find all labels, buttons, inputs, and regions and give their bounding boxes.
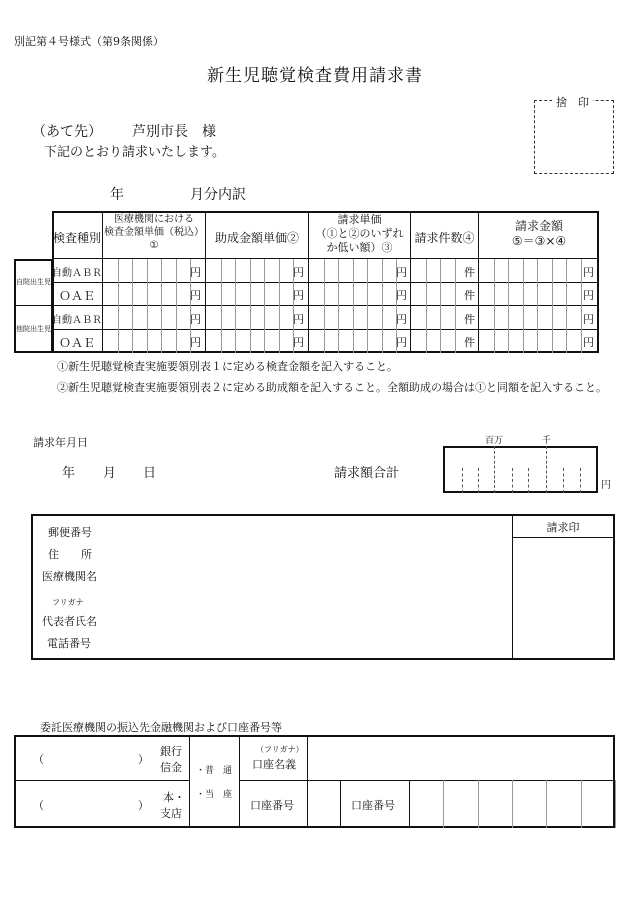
account-name-furigana: （フリガナ） xyxy=(256,745,304,754)
period-year-label: 年 xyxy=(110,187,124,203)
total-yen: 円 xyxy=(601,480,611,491)
total-digit-divider xyxy=(462,468,463,493)
account-digit-divider xyxy=(546,780,547,828)
row-type: ＯＡＥ xyxy=(58,289,95,303)
addressee: 芦別市長 様 xyxy=(132,124,216,140)
row-type: 自動ＡＢＲ xyxy=(52,315,102,326)
digit-divider xyxy=(440,259,441,353)
yen-unit: 円 xyxy=(190,313,201,326)
discard-stamp-box xyxy=(534,100,614,174)
bank-section-title: 委託医療機関の振込先金融機関および口座番号等 xyxy=(40,721,282,734)
page-title: 新生児聴覚検査費用請求書 xyxy=(207,66,423,86)
yen-unit: 円 xyxy=(583,289,594,302)
count-unit: 件 xyxy=(464,336,475,349)
intro-text: 下記のとおり請求いたします。 xyxy=(44,145,225,160)
header-count: 請求件数④ xyxy=(414,231,475,245)
date-day-label: 日 xyxy=(143,466,157,481)
institution-label: 医療機関名 xyxy=(42,570,97,583)
digit-divider xyxy=(537,259,538,353)
form-id: 別記第４号様式（第9条関係） xyxy=(14,35,164,48)
yen-unit: 円 xyxy=(396,336,407,349)
digit-divider xyxy=(264,259,265,353)
addressee-prefix: （あて先） xyxy=(32,124,102,140)
header-price: 医療機関における 検査金額単価（税込） ① xyxy=(104,214,204,251)
bank-type-1: 銀行 xyxy=(160,745,182,758)
seal-label: 請求印 xyxy=(546,521,580,534)
yen-unit: 円 xyxy=(190,336,201,349)
branch-paren-open: （ xyxy=(33,799,44,812)
count-unit: 件 xyxy=(464,313,475,326)
claim-date-label: 請求年月日 xyxy=(33,436,88,449)
yen-unit: 円 xyxy=(190,266,201,279)
period-month-label: 月分内訳 xyxy=(190,187,246,203)
yen-unit: 円 xyxy=(396,289,407,302)
digit-divider xyxy=(581,259,582,353)
date-year-label: 年 xyxy=(62,466,76,481)
account-number-label-2: 口座番号 xyxy=(351,799,395,812)
digit-divider xyxy=(508,259,509,353)
total-digit-divider xyxy=(494,446,495,493)
account-digit-divider xyxy=(478,780,479,828)
digit-divider xyxy=(132,259,133,353)
yen-unit: 円 xyxy=(583,313,594,326)
digit-divider xyxy=(235,259,236,353)
bank-paren-open: （ xyxy=(33,753,44,766)
digit-divider xyxy=(324,259,325,353)
total-amount-box[interactable] xyxy=(443,446,598,493)
digit-divider xyxy=(176,259,177,353)
digit-divider xyxy=(455,259,456,353)
group-label: 他院出生児 xyxy=(16,325,51,333)
account-number-label: 口座番号 xyxy=(250,799,294,812)
yen-unit: 円 xyxy=(583,266,594,279)
bank-paren-close: ） xyxy=(138,753,149,766)
yen-unit: 円 xyxy=(396,266,407,279)
row-type: ＯＡＥ xyxy=(58,336,95,350)
applicant-box xyxy=(31,514,615,660)
account-name-label: 口座名義 xyxy=(252,758,296,771)
yen-unit: 円 xyxy=(293,313,304,326)
header-type: 検査種別 xyxy=(52,231,101,245)
yen-unit: 円 xyxy=(396,313,407,326)
header-subsidy: 助成金額単価② xyxy=(214,231,299,245)
yen-unit: 円 xyxy=(293,336,304,349)
total-digit-divider xyxy=(546,446,547,493)
note-2: ②新生児聴覚検査実施要領別表２に定める助成額を記入すること。全額助成の場合は①と同額を記入すること。 xyxy=(57,381,607,394)
row-type: 自動ＡＢＲ xyxy=(52,268,102,279)
furigana-label: フリガナ xyxy=(52,598,84,607)
header-claim-unit: 請求単価 （①と②のいずれ か低い額）③ xyxy=(315,213,404,254)
digit-divider xyxy=(279,259,280,353)
thousand-marker: 千 xyxy=(542,436,552,446)
digit-divider xyxy=(147,259,148,353)
account-type-2: ・当 座 xyxy=(196,790,233,800)
count-unit: 件 xyxy=(464,289,475,302)
digit-divider xyxy=(338,259,339,353)
yen-unit: 円 xyxy=(293,266,304,279)
account-digit-divider xyxy=(512,780,513,828)
representative-label: 代表者氏名 xyxy=(42,615,97,628)
digit-divider xyxy=(221,259,222,353)
digit-divider xyxy=(494,259,495,353)
yen-unit: 円 xyxy=(293,289,304,302)
address-label: 住 所 xyxy=(48,548,92,561)
header-amount: 請求金額 ⑤＝③×④ xyxy=(511,219,567,248)
total-digit-divider xyxy=(563,468,564,493)
account-digit-divider xyxy=(443,780,444,828)
digit-divider xyxy=(382,259,383,353)
million-marker: 百万 xyxy=(485,436,504,446)
phone-label: 電話番号 xyxy=(47,637,91,650)
total-digit-divider xyxy=(512,468,513,493)
digit-divider xyxy=(367,259,368,353)
discard-stamp-label: 捨 印 xyxy=(552,94,593,110)
count-unit: 件 xyxy=(464,266,475,279)
total-label: 請求額合計 xyxy=(334,466,400,481)
account-digit-divider xyxy=(581,780,582,828)
digit-divider xyxy=(161,259,162,353)
digit-divider xyxy=(118,259,119,353)
digit-divider xyxy=(426,259,427,353)
total-digit-divider xyxy=(528,468,529,493)
digit-divider xyxy=(250,259,251,353)
branch-2: 支店 xyxy=(160,807,182,820)
bank-table xyxy=(14,735,615,828)
account-type-1: ・普 通 xyxy=(196,766,233,776)
digit-divider xyxy=(353,259,354,353)
digit-divider xyxy=(552,259,553,353)
branch-paren-close: ） xyxy=(138,799,149,812)
account-digit-divider xyxy=(615,780,616,828)
digit-divider xyxy=(566,259,567,353)
postal-label: 郵便番号 xyxy=(48,526,92,539)
total-digit-divider xyxy=(580,468,581,493)
total-digit-divider xyxy=(478,468,479,493)
digit-divider xyxy=(523,259,524,353)
group-label: 自院出生児 xyxy=(16,278,51,286)
date-month-label: 月 xyxy=(103,466,117,481)
branch-1: 本・ xyxy=(163,791,185,804)
bank-type-2: 信金 xyxy=(160,761,182,774)
group-label-column xyxy=(14,259,53,353)
yen-unit: 円 xyxy=(583,336,594,349)
note-1: ①新生児聴覚検査実施要領別表１に定める検査金額を記入すること。 xyxy=(57,360,398,373)
yen-unit: 円 xyxy=(190,289,201,302)
